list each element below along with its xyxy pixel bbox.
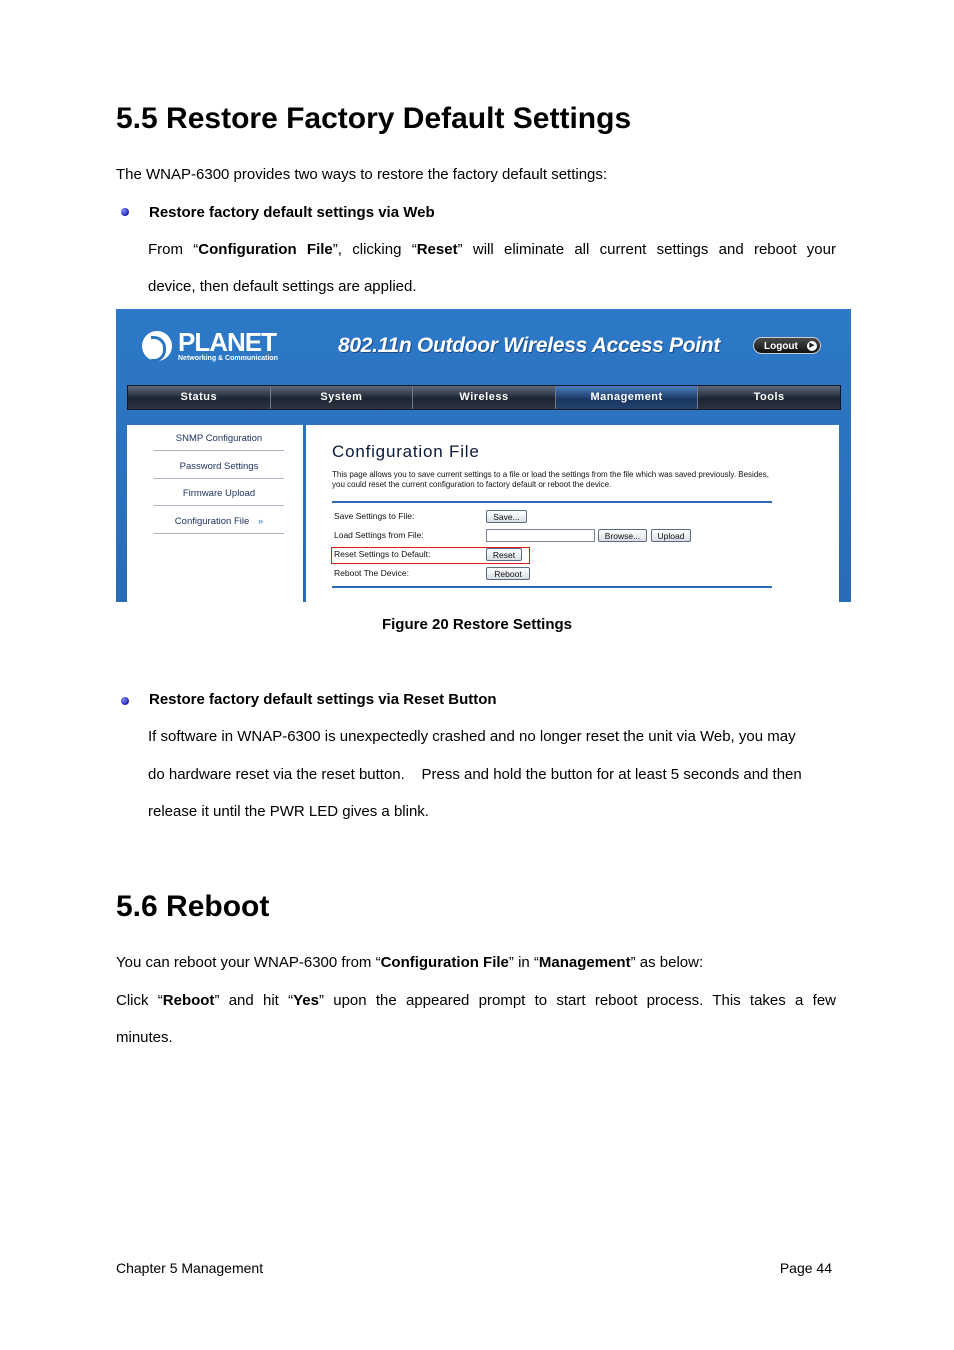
reset-paragraph-line3: release it until the PWR LED gives a blink. (148, 803, 429, 820)
load-file-input[interactable] (486, 529, 595, 542)
main-nav-bar (127, 385, 841, 410)
bullet-title-reset-button: Restore factory default settings via Reset Button (149, 691, 497, 708)
left-nav-item-configuration-file[interactable]: Configuration File » (154, 516, 284, 534)
bold-configuration-file: Configuration File (198, 241, 333, 258)
bold-reset: Reset (416, 241, 458, 258)
reboot-paragraph-line1: You can reboot your WNAP-6300 from “Configuration File” in “Management” as below: (116, 954, 704, 971)
left-nav-item-firmware[interactable]: Firmware Upload (154, 488, 284, 506)
left-nav-item-snmp[interactable]: SNMP Configuration (154, 433, 284, 451)
divider (332, 586, 772, 588)
footer-page-number: Page 44 (779, 1260, 832, 1276)
left-nav (127, 425, 303, 602)
load-label: Load Settings from File: (334, 530, 424, 540)
reboot-button[interactable]: Reboot (486, 567, 530, 580)
reboot-paragraph-line2: Click “Reboot” and hit “Yes” upon the appeared prompt to start reboot process. This takes a few (116, 992, 836, 1009)
panel-description: This page allows you to save current settings to a file or load the settings from the file which was saved previously. Besides, you could reset the current configuration to factory default or reboot the device. (332, 470, 769, 489)
upload-button[interactable]: Upload (651, 529, 691, 542)
bullet-title-web: Restore factory default settings via Web (149, 204, 435, 221)
section-heading-restore: 5.5 Restore Factory Default Settings (116, 102, 632, 135)
reset-paragraph-line1: If software in WNAP-6300 is unexpectedly crashed and no longer reset the unit via Web, you may (148, 728, 796, 745)
reset-button[interactable]: Reset (486, 548, 522, 561)
left-nav-item-password[interactable]: Password Settings (154, 461, 284, 479)
divider (332, 501, 772, 503)
double-chevron-icon: » (257, 516, 264, 527)
config-panel (306, 425, 839, 602)
figure-caption: Figure 20 Restore Settings (381, 616, 573, 633)
intro-paragraph: The WNAP-6300 provides two ways to restore the factory default settings: (116, 166, 608, 183)
footer-chapter: Chapter 5 Management (116, 1260, 264, 1276)
save-label: Save Settings to File: (334, 511, 415, 521)
web-paragraph-line2: device, then default settings are applied. (148, 278, 417, 295)
tab-status[interactable]: Status (128, 386, 271, 409)
reboot-label: Reboot The Device: (334, 568, 409, 578)
planet-logo-subtitle: Networking & Communication (178, 355, 278, 362)
figure-screenshot (116, 309, 851, 602)
play-arrow-icon: ▶ (807, 341, 817, 351)
reset-paragraph-line2: do hardware reset via the reset button. Press and hold the button for at least 5 seconds and then (148, 766, 802, 783)
bullet-icon (121, 208, 129, 216)
planet-logo-icon (142, 331, 172, 361)
tab-system[interactable]: System (271, 386, 414, 409)
section-heading-reboot: 5.6 Reboot (116, 890, 270, 923)
reboot-paragraph-line3: minutes. (116, 1029, 173, 1046)
panel-title: Configuration File (332, 442, 480, 461)
tab-tools[interactable]: Tools (753, 391, 785, 403)
banner-title: 802.11n Outdoor Wireless Access Point (338, 334, 721, 357)
reset-label: Reset Settings to Default: (334, 549, 431, 559)
web-paragraph-line1: From “Configuration File”, clicking “Reset” will eliminate all current settings and reboot your (148, 241, 836, 258)
tab-wireless[interactable]: Wireless (413, 386, 556, 409)
planet-logo-text: PLANET (178, 327, 276, 357)
logout-button[interactable]: Logout ▶ (753, 337, 821, 354)
bullet-icon (121, 697, 129, 705)
tab-management[interactable]: Management (556, 386, 699, 409)
save-button[interactable]: Save... (486, 510, 527, 523)
browse-button[interactable]: Browse... (598, 529, 647, 542)
